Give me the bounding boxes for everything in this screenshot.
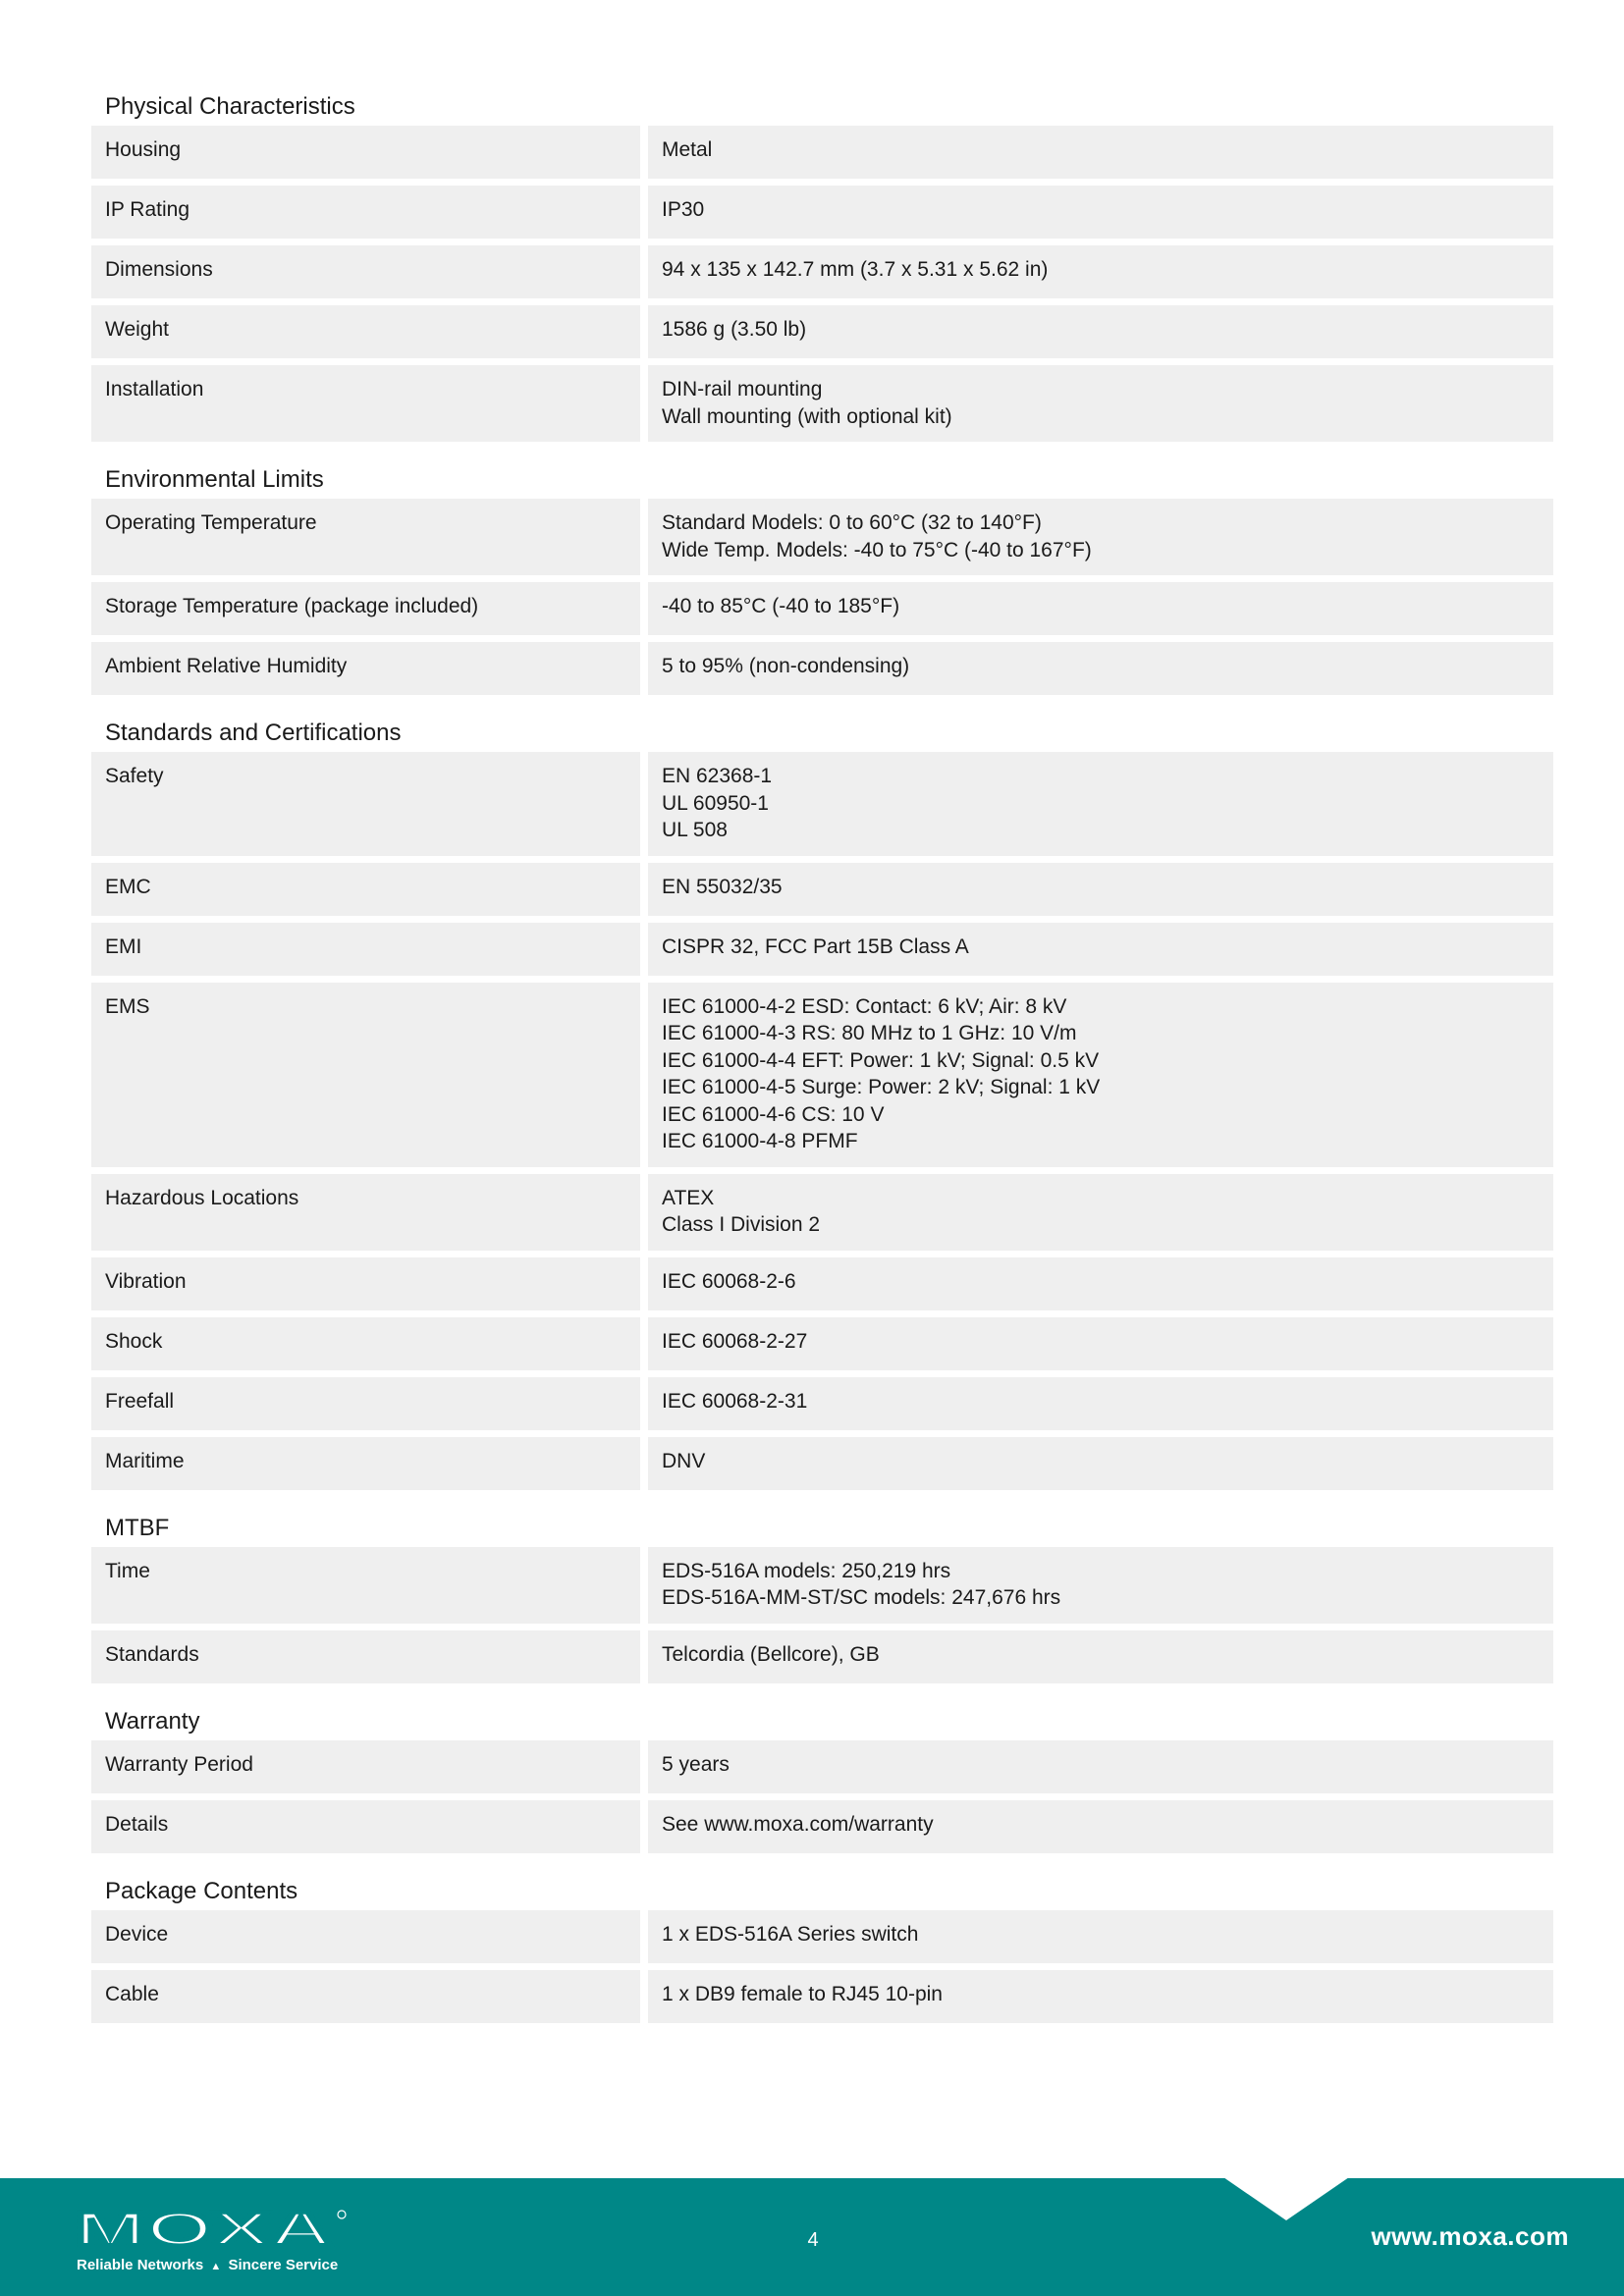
spec-row [91, 752, 1553, 856]
spec-value-line: EDS-516A models: 250,219 hrs [662, 1559, 951, 1582]
spec-value-line: 94 x 135 x 142.7 mm (3.7 x 5.31 x 5.62 in) [662, 258, 1049, 281]
spec-value-line: 5 to 95% (non-condensing) [662, 655, 910, 677]
spec-value [648, 983, 1553, 1167]
logo-tagline [77, 2257, 338, 2273]
spec-value [648, 752, 1553, 856]
spec-value [648, 1740, 1553, 1793]
spec-row [91, 642, 1553, 695]
spec-value-line: See www.moxa.com/warranty [662, 1812, 934, 1836]
section-title: Environmental Limits [105, 466, 324, 493]
spec-value-line: IEC 61000-4-3 RS: 80 MHz to 1 GHz: 10 V/m [662, 1022, 1077, 1044]
spec-section [91, 1514, 1553, 1683]
spec-value [648, 1377, 1553, 1430]
section-title: Package Contents [105, 1877, 298, 1904]
spec-label: EMC [91, 863, 640, 916]
spec-row [91, 305, 1553, 358]
spec-label: Operating Temperature [91, 499, 640, 575]
spec-value-line: -40 to 85°C (-40 to 185°F) [662, 595, 900, 617]
spec-label: Warranty Period [91, 1740, 640, 1793]
spec-value-line: DNV [662, 1449, 706, 1472]
spec-value-line: IEC 60068-2-6 [662, 1269, 796, 1293]
spec-value [648, 1547, 1553, 1624]
spec-value-line: ATEX [662, 1186, 715, 1209]
spec-section [91, 1877, 1553, 2023]
spec-row [91, 1317, 1553, 1370]
moxa-logo [75, 2208, 350, 2282]
spec-section [91, 1707, 1553, 1853]
tagline-left: Reliable Networks [77, 2257, 204, 2273]
spec-row [91, 1437, 1553, 1490]
spec-value-line: UL 508 [662, 819, 728, 841]
logo-text: MOXA [75, 2208, 332, 2253]
spec-label: EMI [91, 923, 640, 976]
spec-value [648, 499, 1553, 575]
spec-row [91, 245, 1553, 298]
spec-label: Ambient Relative Humidity [91, 642, 640, 695]
spec-row [91, 1910, 1553, 1963]
spec-label: Safety [91, 752, 640, 856]
section-title: Warranty [105, 1707, 200, 1735]
spec-value [648, 126, 1553, 179]
spec-value-line: IEC 61000-4-5 Surge: Power: 2 kV; Signal: 1 kV [662, 1076, 1101, 1098]
spec-section [91, 465, 1553, 695]
spec-value [648, 1970, 1553, 2023]
spec-value-line: 1586 g (3.50 lb) [662, 318, 807, 341]
spec-section [91, 719, 1553, 1490]
spec-row [91, 983, 1553, 1167]
spec-value [648, 186, 1553, 239]
spec-row [91, 1547, 1553, 1624]
spec-label: Storage Temperature (package included) [91, 582, 640, 635]
spec-value-line: Telcordia (Bellcore), GB [662, 1642, 880, 1666]
spec-row [91, 1257, 1553, 1310]
spec-row [91, 1740, 1553, 1793]
spec-label: Cable [91, 1970, 640, 2023]
spec-label: Standards [91, 1630, 640, 1683]
spec-label: Device [91, 1910, 640, 1963]
spec-sheet [91, 92, 1553, 2047]
spec-section [91, 92, 1553, 442]
tagline-right: Sincere Service [228, 2257, 339, 2273]
spec-value-line: Metal [662, 138, 713, 161]
spec-value-line: EDS-516A-MM-ST/SC models: 247,676 hrs [662, 1586, 1061, 1609]
spec-value [648, 305, 1553, 358]
spec-value-line: IEC 60068-2-27 [662, 1329, 808, 1353]
spec-label: Hazardous Locations [91, 1174, 640, 1251]
spec-value [648, 863, 1553, 916]
spec-label: Shock [91, 1317, 640, 1370]
spec-row [91, 1800, 1553, 1853]
spec-value-line: IEC 61000-4-4 EFT: Power: 1 kV; Signal: 0.5 kV [662, 1048, 1100, 1072]
spec-label: Time [91, 1547, 640, 1624]
spec-row [91, 923, 1553, 976]
spec-value-line: IEC 61000-4-8 PFMF [662, 1130, 858, 1152]
spec-label: EMS [91, 983, 640, 1167]
spec-value [648, 1174, 1553, 1251]
spec-value [648, 1800, 1553, 1853]
spec-value-line: UL 60950-1 [662, 791, 769, 815]
spec-value-line: IP30 [662, 198, 705, 221]
spec-value-line: Wall mounting (with optional kit) [662, 404, 952, 428]
spec-row [91, 1377, 1553, 1430]
spec-label: Housing [91, 126, 640, 179]
spec-label: Installation [91, 365, 640, 442]
spec-label: Details [91, 1800, 640, 1853]
spec-value [648, 1437, 1553, 1490]
spec-label: Dimensions [91, 245, 640, 298]
spec-row [91, 126, 1553, 179]
spec-row [91, 1630, 1553, 1683]
spec-value-line: EN 62368-1 [662, 765, 773, 787]
spec-value [648, 245, 1553, 298]
spec-value-line: Class I Division 2 [662, 1213, 821, 1236]
spec-value-line: IEC 60068-2-31 [662, 1389, 808, 1413]
spec-value [648, 1317, 1553, 1370]
moxa-logo-mark [75, 2208, 350, 2253]
spec-value-line: DIN-rail mounting [662, 378, 823, 400]
tagline-separator-icon: ▲ [210, 2261, 222, 2272]
spec-label: Weight [91, 305, 640, 358]
spec-value-line: 1 x DB9 female to RJ45 10-pin [662, 1982, 943, 2005]
spec-row [91, 1174, 1553, 1251]
footer-notch-shape [1223, 2177, 1349, 2220]
spec-value-line: CISPR 32, FCC Part 15B Class A [662, 934, 969, 958]
spec-row [91, 863, 1553, 916]
spec-value-line: Wide Temp. Models: -40 to 75°C (-40 to 167°F) [662, 538, 1092, 561]
spec-row [91, 365, 1553, 442]
section-title: Standards and Certifications [105, 720, 402, 746]
spec-value [648, 1630, 1553, 1683]
spec-row [91, 582, 1553, 635]
footer-url-link[interactable]: www.moxa.com [1371, 2221, 1569, 2251]
spec-label: Vibration [91, 1257, 640, 1310]
spec-value-line: Standard Models: 0 to 60°C (32 to 140°F) [662, 511, 1042, 534]
spec-value [648, 642, 1553, 695]
spec-value [648, 582, 1553, 635]
spec-label: IP Rating [91, 186, 640, 239]
spec-row [91, 1970, 1553, 2023]
spec-value-line: 5 years [662, 1752, 730, 1776]
spec-value [648, 365, 1553, 442]
page-footer [0, 2178, 1624, 2296]
spec-value [648, 1910, 1553, 1963]
spec-value [648, 1257, 1553, 1310]
page-number: 4 [807, 2229, 819, 2251]
spec-label: Freefall [91, 1377, 640, 1430]
spec-row [91, 186, 1553, 239]
spec-value-line: 1 x EDS-516A Series switch [662, 1922, 919, 1946]
spec-row [91, 499, 1553, 575]
section-title: MTBF [105, 1514, 170, 1541]
spec-value [648, 923, 1553, 976]
section-title: Physical Characteristics [105, 93, 355, 120]
spec-label: Maritime [91, 1437, 640, 1490]
spec-value-line: IEC 61000-4-6 CS: 10 V [662, 1102, 885, 1126]
spec-value-line: IEC 61000-4-2 ESD: Contact: 6 kV; Air: 8 kV [662, 994, 1067, 1018]
spec-value-line: EN 55032/35 [662, 875, 783, 898]
